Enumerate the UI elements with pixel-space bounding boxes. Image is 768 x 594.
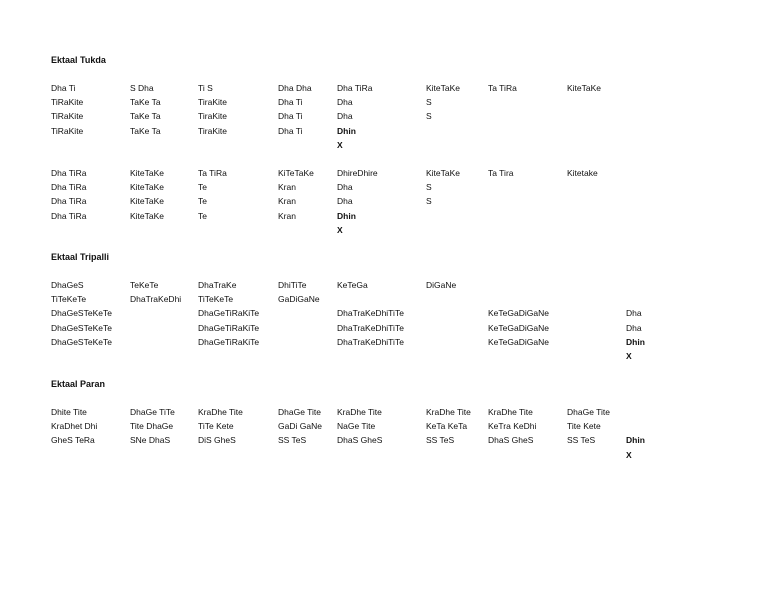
bol-cell: S — [426, 111, 432, 122]
bol-cell: Dha — [626, 322, 642, 333]
bol-cell: Ta TiRa — [488, 83, 517, 93]
bol-cell: TiraKite — [198, 111, 227, 122]
bol-cell: DhireDhire — [337, 168, 378, 178]
bol-cell: DhaTraKeDhiTiTe — [337, 308, 404, 319]
section-heading: Ektaal Paran — [51, 379, 106, 389]
bol-cell: TiraKite — [198, 125, 227, 136]
bol-cell: DhaTraKeDhiTiTe — [337, 336, 404, 347]
bol-cell: Dha Ti — [278, 111, 303, 122]
bol-cell: DhaTraKe — [198, 280, 237, 290]
bol-cell: DhaGeSTeKeTe — [51, 336, 112, 347]
bol-cell: X — [626, 351, 632, 361]
bol-cell: Dha TiRa — [51, 182, 87, 193]
bol-cell: Kran — [278, 196, 296, 207]
bol-cell: KraDhe Tite — [337, 407, 382, 417]
bol-cell: DhaGeSTeKeTe — [51, 322, 112, 333]
bol-cell: KiteTaKe — [426, 83, 461, 93]
bol-cell: Kran — [278, 210, 296, 221]
bol-cell: GaDiGaNe — [278, 294, 320, 305]
bol-cell: S — [426, 97, 432, 108]
bol-cell: KraDhe Tite — [488, 407, 533, 417]
bol-cell: KiteTaKe — [130, 210, 165, 221]
bol-cell: KeTeGa — [337, 280, 368, 290]
bol-cell: DhaGeTiRaKiTe — [198, 336, 260, 347]
bol-cell: Te — [198, 196, 207, 207]
bol-cell: Dha — [337, 196, 353, 207]
bol-cell: Dha — [337, 111, 353, 122]
bol-cell: KiteTaKe — [130, 196, 165, 207]
bol-cell: DhaGe Tite — [278, 407, 321, 417]
bol-cell: KiTeTaKe — [278, 168, 314, 178]
bol-cell: SS TeS — [278, 435, 307, 446]
section-heading: Ektaal Tripalli — [51, 252, 110, 262]
bol-cell: S Dha — [130, 83, 154, 93]
bol-cell: DhiTiTe — [278, 280, 307, 290]
bol-cell: GaDi GaNe — [278, 421, 322, 432]
bol-cell: KiteTaKe — [130, 168, 165, 178]
bol-cell: DiS GheS — [198, 435, 236, 446]
bol-cell: S — [426, 182, 432, 193]
bol-cell: Dha TiRa — [51, 196, 87, 207]
bol-cell: DhaGeS — [51, 280, 84, 290]
bol-cell: KeTa KeTa — [426, 421, 468, 432]
bol-cell: TiraKite — [198, 97, 227, 108]
bol-cell: X — [626, 449, 632, 460]
bol-cell: GheS TeRa — [51, 435, 95, 446]
bol-cell: Dha TiRa — [51, 168, 87, 178]
bol-cell: DhaGeSTeKeTe — [51, 308, 112, 319]
bol-cell: Ti S — [198, 83, 213, 93]
bol-cell: Dha — [337, 182, 353, 193]
bol-cell: DhaS GheS — [337, 435, 383, 446]
bol-cell: Dhin — [626, 336, 645, 347]
bol-cell: KiteTaKe — [426, 168, 461, 178]
bol-cell: Dha Dha — [278, 83, 312, 93]
bol-cell: Ta Tira — [488, 168, 514, 178]
bol-cell: Tite Kete — [567, 421, 601, 432]
bol-cell: Dha Ti — [278, 97, 303, 108]
bol-cell: TiTe Kete — [198, 421, 234, 432]
bol-cell: TeKeTe — [130, 280, 159, 290]
bol-cell: X — [337, 139, 343, 150]
bol-cell: Dha TiRa — [51, 210, 87, 221]
bol-cell: SNe DhaS — [130, 435, 171, 446]
bol-cell: TiRaKite — [51, 125, 84, 136]
bol-cell: SS TeS — [426, 435, 455, 446]
section-heading: Ektaal Tukda — [51, 55, 106, 65]
bol-cell: Dha Ti — [51, 83, 76, 93]
bol-cell: KiteTaKe — [567, 83, 602, 93]
bol-cell: KeTeGaDiGaNe — [488, 322, 549, 333]
bol-cell: TaKe Ta — [130, 125, 161, 136]
bol-cell: Dha — [337, 97, 353, 108]
bol-cell: KraDhe Tite — [426, 407, 471, 417]
bol-cell: Ta TiRa — [198, 168, 227, 178]
bol-cell: Kran — [278, 182, 296, 193]
bol-cell: DhaGe TiTe — [130, 407, 175, 417]
bol-cell: KraDhet Dhi — [51, 421, 98, 432]
bol-cell: X — [337, 224, 343, 235]
bol-cell: Dha — [626, 308, 642, 319]
bol-cell: DhaTraKeDhi — [130, 294, 182, 305]
bol-cell: Dhin — [337, 125, 356, 136]
bol-cell: Dhin — [626, 435, 645, 446]
bol-cell: Dha TiRa — [337, 83, 373, 93]
bol-cell: TiTeKeTe — [198, 294, 234, 305]
bol-cell: KeTeGaDiGaNe — [488, 308, 549, 319]
bol-cell: DhaTraKeDhiTiTe — [337, 322, 404, 333]
bol-cell: TiTeKeTe — [51, 294, 87, 305]
bol-cell: KeTra KeDhi — [488, 421, 537, 432]
bol-cell: Tite DhaGe — [130, 421, 174, 432]
bol-cell: DhaS GheS — [488, 435, 534, 446]
bol-cell: DhaGeTiRaKiTe — [198, 308, 260, 319]
bol-cell: TiRaKite — [51, 111, 84, 122]
bol-cell: Te — [198, 210, 207, 221]
bol-cell: Te — [198, 182, 207, 193]
bol-cell: DhaGe Tite — [567, 407, 610, 417]
bol-cell: KeTeGaDiGaNe — [488, 336, 549, 347]
bol-cell: Dha Ti — [278, 125, 303, 136]
bol-cell: DiGaNe — [426, 280, 457, 290]
bol-cell: Dhin — [337, 210, 356, 221]
bol-cell: Kitetake — [567, 168, 598, 178]
bol-cell: Dhite Tite — [51, 407, 87, 417]
bol-cell: NaGe Tite — [337, 421, 376, 432]
bol-cell: S — [426, 196, 432, 207]
bol-cell: TaKe Ta — [130, 111, 161, 122]
bol-cell: SS TeS — [567, 435, 596, 446]
bol-cell: TiRaKite — [51, 97, 84, 108]
bol-cell: TaKe Ta — [130, 97, 161, 108]
bol-cell: DhaGeTiRaKiTe — [198, 322, 260, 333]
bol-cell: KraDhe Tite — [198, 407, 243, 417]
bol-cell: KiteTaKe — [130, 182, 165, 193]
